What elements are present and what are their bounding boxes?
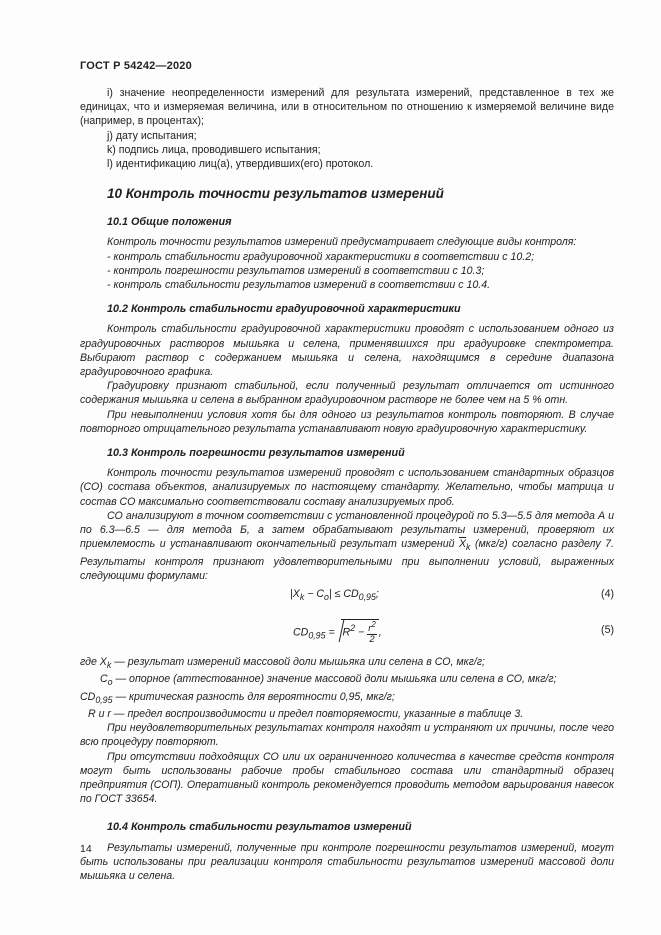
formula-4-number: (4) bbox=[601, 588, 614, 600]
formula-5 bbox=[80, 609, 614, 649]
legend-item: где $X_k$ — результат измерений массовой доли мышьяка или селена в СО, мкг/г; bbox=[80, 656, 485, 671]
paragraph: Результаты измерений, полученные при контроле погрешности результатов измерений, могут быть использованы при реализации контроля стабильности результатов измерений массовой доли мышьяка и селена. bbox=[80, 841, 614, 882]
list-item: - контроль стабильности градуировочной характеристики в соответствии с 10.2; bbox=[107, 250, 535, 263]
page-number: 14 bbox=[80, 843, 92, 855]
document-header: ГОСТ Р 54242—2020 bbox=[80, 60, 192, 72]
list-item-i: i) значение неопределенности измерений для результата измерений, представленное в тех же единицах, что и измеряемая величина, или в относительном по отношению к измеряемой величине виде (например, в процентах); bbox=[80, 87, 614, 128]
legend-item: $C_o$ — опорное (аттестованное) значение массовой доли мышьяка или селена в СО, мкг/г; bbox=[100, 673, 557, 688]
formula-5-number: (5) bbox=[601, 624, 614, 636]
symbol-x: $\overline{X}$ bbox=[458, 538, 467, 551]
list-item-k: k) подпись лица, проводившего испытания; bbox=[107, 143, 321, 156]
paragraph: При отсутствии подходящих СО или их ограниченного количества в качестве средств контроля могут быть использованы рабочие пробы стабильного состава или стандартный образец предприятия (СОП). Оперативный контроль рекомендуется проводить методом варьирования навесок по ГОСТ 33654. bbox=[80, 750, 614, 806]
list-item: - контроль погрешности результатов измерений в соответствии с 10.3; bbox=[107, 264, 485, 277]
paragraph: При невыполнении условия хотя бы для одного из результатов контроль повторяют. В случае повторного отрицательного результата устанавливают новую градуировочную характеристику. bbox=[80, 408, 614, 435]
list-item-j: j) дату испытания; bbox=[107, 129, 197, 142]
subsection-10-1-intro: Контроль точности результатов измерений предусматривает следующие виды контроля: bbox=[107, 236, 577, 249]
sqrt-sign: $R^2$ − $\frac{r^2}{2}$ bbox=[341, 619, 379, 645]
paragraph: При неудовлетворительных результатах контроля находят и устраняют их причины, после чего всю процедуру повторяют. bbox=[80, 722, 614, 749]
subsection-10-3-title: 10.3 Контроль погрешности результатов измерений bbox=[107, 447, 405, 460]
formula-4 bbox=[80, 583, 614, 605]
page-content bbox=[80, 86, 614, 883]
subsection-10-1-title: 10.1 Общие положения bbox=[107, 216, 232, 229]
list-item: - контроль стабильности результатов измерений в соответствии с 10.4. bbox=[107, 279, 491, 292]
formula-4-expression: $|X_k - C_o| \le CD_{0,95}$; bbox=[290, 588, 379, 603]
paragraph: СО анализируют в точном соответствии с установленной процедурой по 5.3—5.5 для метода А и по 6.3—6.5 — для метода Б, а затем обрабатывают результаты измерений, проверяют их приемлемость и устанавливают окончательный результат измерений $\overline{X}_k$ (мкг/г) согласно разделу 7. Результаты контроля признают удовлетворительными при выполнении условий, выраженных следующими формулами: bbox=[80, 509, 614, 582]
section-title: 10 Контроль точности результатов измерений bbox=[107, 186, 444, 202]
subsection-10-2-title: 10.2 Контроль стабильности градуировочной характеристики bbox=[107, 303, 461, 316]
list-item-l: l) идентификацию лиц(а), утвердивших(его) протокол. bbox=[107, 158, 374, 171]
paragraph: Контроль точности результатов измерений проводят с использованием стандартных образцов (СО) состава объектов, анализируемых по настоящему стандарту. Желательно, чтобы матрица и состав СО максимально соответствовали составу анализируемых проб. bbox=[80, 467, 614, 508]
legend-item: R и r — предел воспроизводимости и предел повторяемости, указанные в таблице 3. bbox=[88, 707, 524, 720]
subsection-10-4-title: 10.4 Контроль стабильности результатов измерений bbox=[107, 821, 412, 834]
formula-5-expression: $CD_{0,95} = R^2$ − $\frac{r^2}{2}$ , bbox=[293, 620, 382, 646]
legend-item: $CD_{0,95}$ — критическая разность для вероятности 0,95, мкг/г; bbox=[80, 690, 395, 705]
fraction: $\frac{r^2}{2}$ bbox=[368, 620, 376, 646]
paragraph: Градуировку признают стабильной, если полученный результат отличается от истинного содержания мышьяка и селена в выбранном градуировочном растворе не более чем на 5 % отн. bbox=[80, 380, 614, 407]
legend-list bbox=[80, 655, 614, 721]
paragraph: Контроль стабильности градуировочной характеристики проводят с использованием одного из градуировочных растворов мышьяка и селена, применявшихся при градуировке спектрометра. Выбирают раствор с содержанием мышьяка и селена, находящимся в середине диапазона градуировочного графика. bbox=[80, 323, 614, 379]
